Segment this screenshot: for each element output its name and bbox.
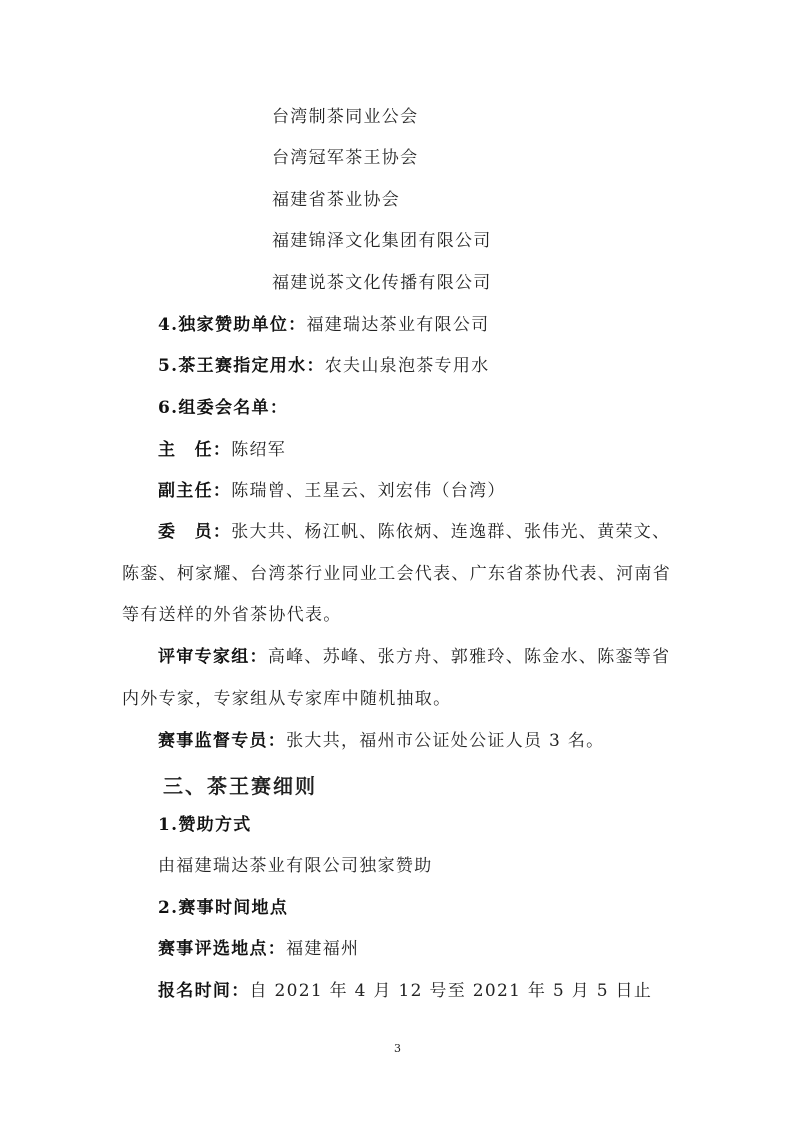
water-value: 农夫山泉泡茶专用水 <box>324 356 490 376</box>
venue-label: 赛事评选地点： <box>158 939 287 959</box>
members-label: 委 员： <box>158 522 232 542</box>
organizer-item: 福建锦泽文化集团有限公司 <box>272 231 492 251</box>
supervisor-value: 张大共，福州市公证处公证人员 3 名。 <box>286 731 605 751</box>
members-text: 张大共、杨江帆、陈依炳、连逸群、张伟光、黄荣文、 <box>231 522 671 542</box>
sponsor-label: 4.独家赞助单位： <box>158 315 307 335</box>
director-label: 主 任： <box>158 440 232 460</box>
registration-line <box>158 980 652 1002</box>
section-heading: 三、茶王赛细则 <box>163 774 317 798</box>
experts-label: 评审专家组： <box>158 647 268 667</box>
sponsorship-heading-text: 1.赞助方式 <box>158 815 252 835</box>
organizer-item: 福建省茶业协会 <box>272 190 401 210</box>
vice-director-label: 副主任： <box>158 481 232 501</box>
members-line: 陈銮、柯家耀、台湾茶行业同业工会代表、广东省茶协代表、河南省 <box>122 564 671 584</box>
registration-value: 自 2021 年 4 月 12 号至 2021 年 5 月 5 日止 <box>249 981 653 1001</box>
committee-heading-text: 6.组委会名单： <box>158 398 289 418</box>
water-label: 5.茶王赛指定用水： <box>158 356 325 376</box>
time-place-heading-text: 2.赛事时间地点 <box>158 898 289 918</box>
sponsorship-text: 由福建瑞达茶业有限公司独家赞助 <box>158 856 433 876</box>
venue-value: 福建福州 <box>286 939 360 959</box>
experts-line: 内外专家，专家组从专家库中随机抽取。 <box>122 689 452 709</box>
members-line: 等有送样的外省茶协代表。 <box>122 605 342 625</box>
sponsor-value: 福建瑞达茶业有限公司 <box>306 315 490 335</box>
director-value: 陈绍军 <box>231 440 287 460</box>
water-line <box>158 355 489 377</box>
organizer-item: 台湾制茶同业公会 <box>272 107 419 127</box>
sponsorship-heading <box>158 814 252 836</box>
director-line <box>158 439 286 461</box>
supervisor-label: 赛事监督专员： <box>158 731 287 751</box>
organizer-item: 福建说茶文化传播有限公司 <box>272 273 492 293</box>
organizer-item: 台湾冠军茶王协会 <box>272 148 419 168</box>
page-number: 3 <box>394 1042 401 1055</box>
experts-text: 高峰、苏峰、张方舟、郭雅玲、陈金水、陈銮等省 <box>267 647 671 667</box>
time-place-heading <box>158 897 288 919</box>
vice-director-value: 陈瑞曾、王星云、刘宏伟（台湾） <box>231 481 506 501</box>
members-line <box>158 521 670 543</box>
supervisor-line <box>158 730 604 752</box>
sponsor-line <box>158 314 489 336</box>
venue-line <box>158 938 359 960</box>
experts-line <box>158 646 670 668</box>
committee-heading <box>158 397 288 419</box>
registration-label: 报名时间： <box>158 981 250 1001</box>
vice-director-line <box>158 480 506 502</box>
